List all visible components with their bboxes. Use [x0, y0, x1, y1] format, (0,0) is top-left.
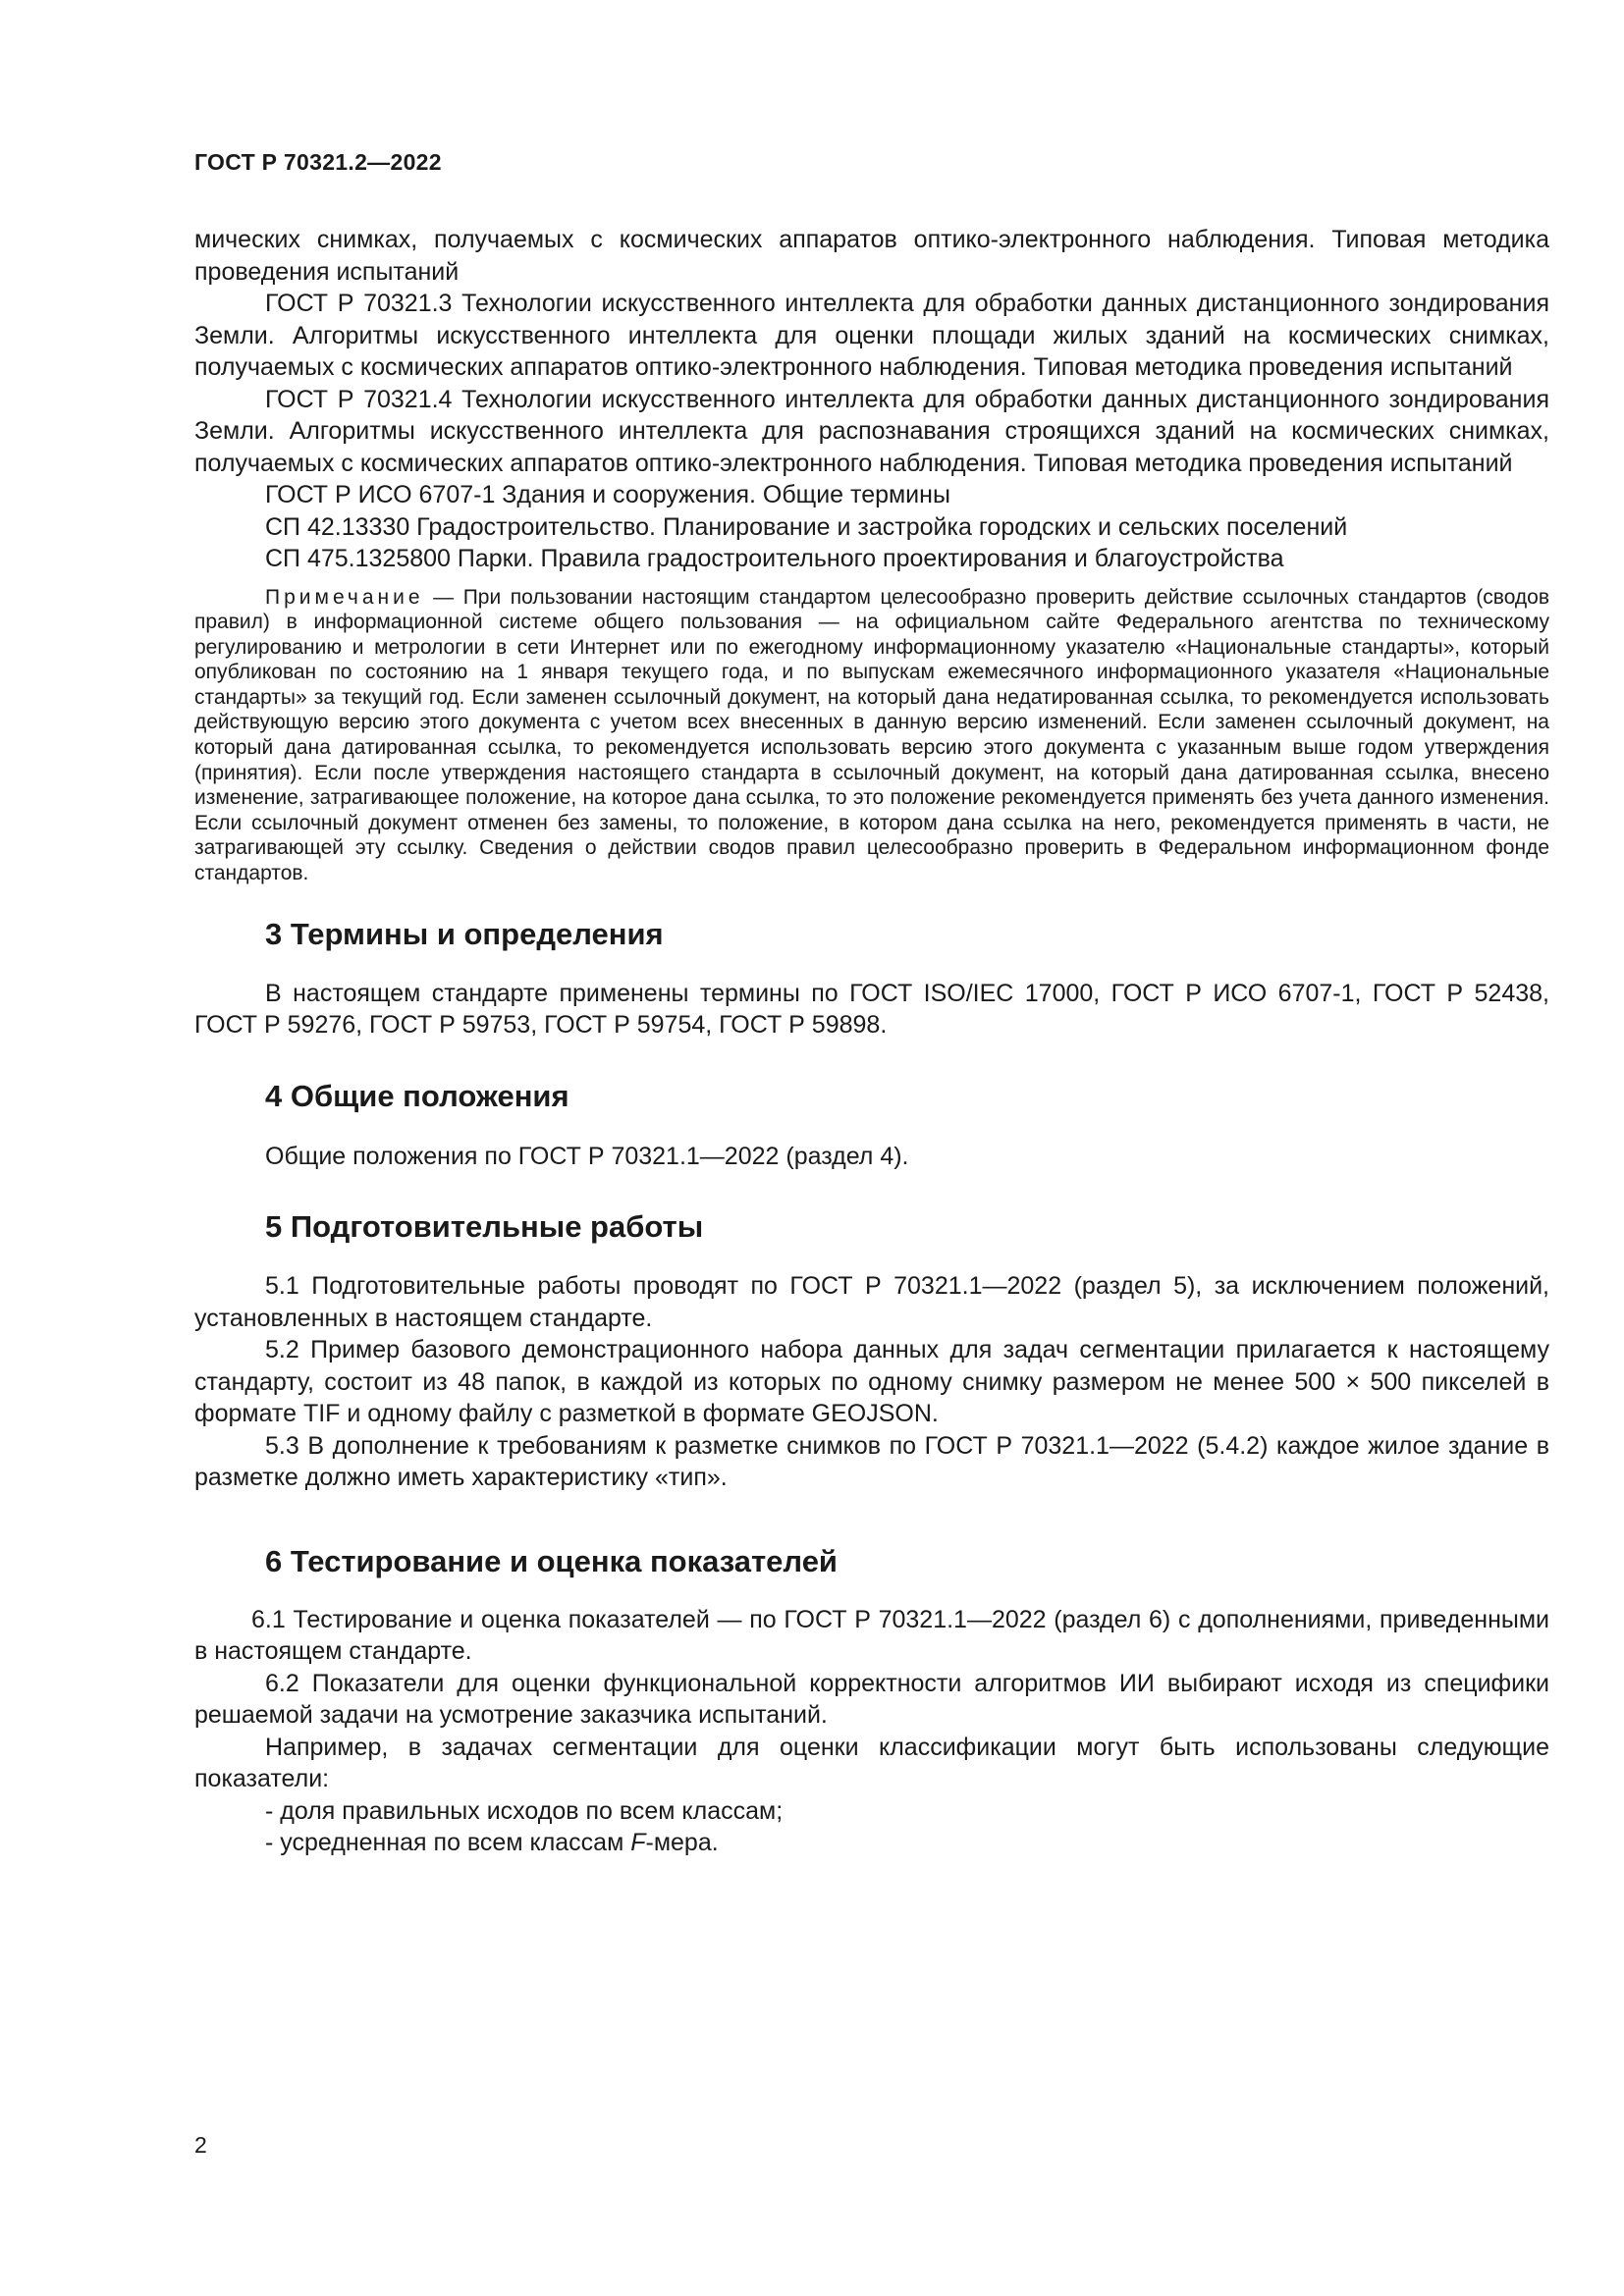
section-3-heading: 3 Термины и определения: [265, 916, 664, 951]
section-4-heading: 4 Общие положения: [265, 1078, 569, 1113]
section-6-example: Например, в задачах сегментации для оценки классификации могут быть использованы следующие показатели:: [194, 1733, 1549, 1793]
section-6-2: 6.2 Показатели для оценки функциональной корректности алгоритмов ИИ выбирают исходя из специфики решаемой задачи на усмотрение заказчика испытаний.: [194, 1669, 1549, 1730]
f-measure-symbol: F: [630, 1829, 646, 1857]
section-5-2: 5.2 Пример базового демонстрационного набора данных для задач сегментации прилагается к настоящему стандарту, состоит из 48 папок, в каждой из которых по одному снимку размером не менее 500 × 500 пикселей в формате TIF и одному файлу с разметкой в формате GEOJSON.: [194, 1336, 1549, 1428]
document-header: ГОСТ Р 70321.2—2022: [194, 149, 442, 175]
reference-sp-475: СП 475.1325800 Парки. Правила градостроительного проектирования и благоустройства: [265, 545, 1284, 572]
section-5-heading: 5 Подготовительные работы: [265, 1209, 704, 1245]
page-number: 2: [194, 2132, 207, 2158]
section-4-text: Общие положения по ГОСТ Р 70321.1—2022 (раздел 4).: [265, 1142, 909, 1170]
reference-sp-42: СП 42.13330 Градостроительство. Планирование и застройка городских и сельских поселений: [265, 512, 1348, 541]
note-paragraph: [194, 585, 1549, 886]
list-item: - доля правильных исходов по всем классам;: [265, 1796, 784, 1825]
reference-70321-3: ГОСТ Р 70321.3 Технологии искусственного интеллекта для обработки данных дистанционного зондирования Земли. Алгоритмы искусственного интеллекта для оценки площади жилых зданий на космических снимках, получаемых с космических аппаратов оптико-электронного наблюдения. Типовая методика проведения испытаний: [194, 290, 1549, 381]
reference-70321-4: ГОСТ Р 70321.4 Технологии искусственного интеллекта для обработки данных дистанционного зондирования Земли. Алгоритмы искусственного интеллекта для распознавания строящихся зданий на космических снимках, получаемых с космических аппаратов оптико-электронного наблюдения. Типовая методика проведения испытаний: [194, 385, 1549, 477]
section-6-heading: 6 Тестирование и оценка показателей: [265, 1543, 838, 1578]
reference-iso-6707: ГОСТ Р ИСО 6707-1 Здания и сооружения. Общие термины: [265, 481, 950, 508]
list-item: [194, 1827, 1549, 1859]
list-item-suffix: -мера.: [645, 1829, 719, 1857]
note-text: — При пользовании настоящим стандартом целесообразно проверить действие ссылочных стандартов (сводов правил) в информационной системе общего пользования — на официальном сайте Федерального агентства по техническому регулированию и метрологии в сети Интернет или по ежегодному информационному указателю «Национальные стандарты», который опубликован по состоянию на 1 января текущего года, и по выпускам ежемесячного информационного указателя «Национальные стандарты» за текущий год. Если заменен ссылочный документ, на который дана недатированная ссылка, то рекомендуется использовать действующую версию этого документа с учетом всех внесенных в данную версию изменений. Если заменен ссылочный документ, на который дана датированная ссылка, то рекомендуется использовать версию этого документа с указанным выше годом утверждения (принятия). Если после утверждения настоящего стандарта в ссылочный документ, на который дана датированная ссылка, внесено изменение, затрагивающее положение, на которое дана ссылка, то это положение рекомендуется применять без учета данного изменения. Если ссылочный документ отменен без замены, то положение, в котором дана ссылка на него, рекомендуется применять в части, не затрагивающей эту ссылку. Сведения о действии сводов правил целесообразно проверить в Федеральном информационном фонде стандартов.: [194, 585, 1549, 885]
note-label: Примечание: [265, 585, 424, 609]
section-6-1: 6.1 Тестирование и оценка показателей — по ГОСТ Р 70321.1—2022 (раздел 6) с дополнениями, приведенными в настоящем стандарте.: [194, 1605, 1549, 1666]
list-item-prefix: - усредненная по всем классам: [265, 1829, 631, 1857]
reference-continuation: мических снимках, получаемых с космических аппаратов оптико-электронного наблюдения. Типовая методика проведения испытаний: [194, 226, 1549, 286]
document-body: [194, 224, 1549, 1859]
section-5-3: 5.3 В дополнение к требованиям к разметке снимков по ГОСТ Р 70321.1—2022 (5.4.2) каждое жилое здание в разметке должно иметь характеристику «тип».: [194, 1431, 1549, 1492]
section-3-text: В настоящем стандарте применены термины по ГОСТ ISO/IEC 17000, ГОСТ Р ИСО 6707-1, ГОСТ Р 52438, ГОСТ Р 59276, ГОСТ Р 59753, ГОСТ Р 59754, ГОСТ Р 59898.: [194, 979, 1549, 1040]
section-5-1: 5.1 Подготовительные работы проводят по ГОСТ Р 70321.1—2022 (раздел 5), за исключением положений, установленных в настоящем стандарте.: [194, 1272, 1549, 1332]
